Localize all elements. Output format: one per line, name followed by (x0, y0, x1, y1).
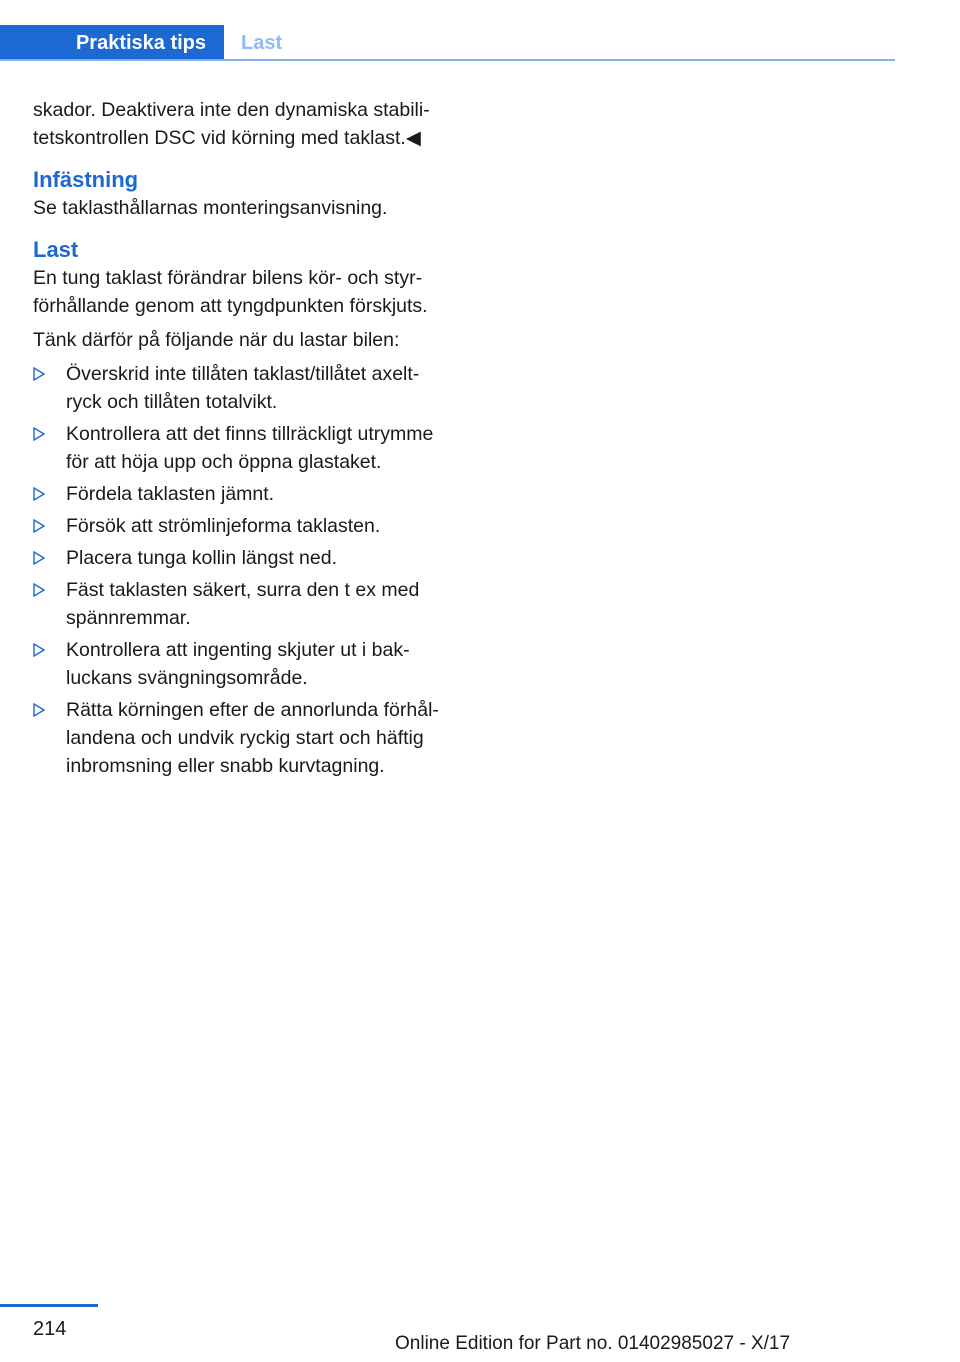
list-item-line: ryck och tillåten totalvikt. (66, 391, 278, 413)
list-item-line: luckans svängningsområde. (66, 667, 308, 689)
list-item-line: Kontrollera att det finns tillräckligt utrymme (66, 423, 434, 445)
page-number: 214 (33, 1318, 67, 1340)
footer-divider (0, 1304, 98, 1307)
list-item-line: Placera tunga kollin längst ned. (66, 547, 338, 569)
main-content (33, 96, 453, 784)
list-item (33, 696, 453, 780)
load-heading: Last (33, 237, 79, 262)
bullet-arrow-icon (33, 643, 45, 657)
list-item-line: Fäst taklasten säkert, surra den t ex med (66, 579, 420, 601)
list-item (33, 576, 453, 632)
bullet-arrow-icon (33, 551, 45, 565)
list-item (33, 480, 453, 508)
section-tab-label: Praktiska tips (75, 31, 207, 54)
list-item-line: Försök att strömlinjeforma taklasten. (66, 515, 381, 537)
list-item-line: Rätta körningen efter de annorlunda förhål‐ (66, 699, 439, 721)
list-item (33, 360, 453, 416)
subsection-tab (241, 25, 282, 61)
mounting-heading: Infästning (33, 167, 139, 192)
list-item-line: landena och undvik ryckig start och häftig (66, 727, 424, 749)
list-item-line: Fördela taklasten jämnt. (66, 483, 275, 505)
list-item (33, 420, 453, 476)
bullet-arrow-icon (33, 583, 45, 597)
list-item (33, 512, 453, 540)
subsection-tab-label: Last (241, 31, 283, 54)
list-item (33, 636, 453, 692)
bullet-arrow-icon (33, 487, 45, 501)
page-header (0, 25, 895, 62)
list-item-line: Överskrid inte tillåten taklast/tillåtet axelt‐ (66, 363, 420, 385)
load-para1-line-1: En tung taklast förändrar bilens kör- och styr‐ (33, 267, 423, 289)
bullet-arrow-icon (33, 427, 45, 441)
edition-note: Online Edition for Part no. 01402985027 - X/17 (395, 1333, 791, 1354)
bullet-arrow-icon (33, 519, 45, 533)
list-item-line: för att höja upp och öppna glastaket. (66, 451, 382, 473)
list-item-line: inbromsning eller snabb kurvtagning. (66, 755, 385, 777)
load-tips-list (33, 360, 453, 780)
list-item-line: spännremmar. (66, 607, 191, 629)
intro-line-1: skador. Deaktivera inte den dynamiska stabili‐ (33, 99, 430, 121)
load-para1-line-2: förhållande genom att tyngdpunkten förskjuts. (33, 295, 428, 317)
list-item (33, 544, 453, 572)
bullet-arrow-icon (33, 367, 45, 381)
mounting-text: Se taklasthållarnas monteringsanvisning. (33, 197, 388, 219)
intro-line-2: tetskontrollen DSC vid körning med taklast.◀ (33, 127, 421, 149)
list-item-line: Kontrollera att ingenting skjuter ut i bak‐ (66, 639, 410, 661)
bullet-arrow-icon (33, 703, 45, 717)
load-para2: Tänk därför på följande när du lastar bilen: (33, 329, 400, 351)
header-divider (0, 59, 895, 61)
section-tab (0, 25, 224, 61)
